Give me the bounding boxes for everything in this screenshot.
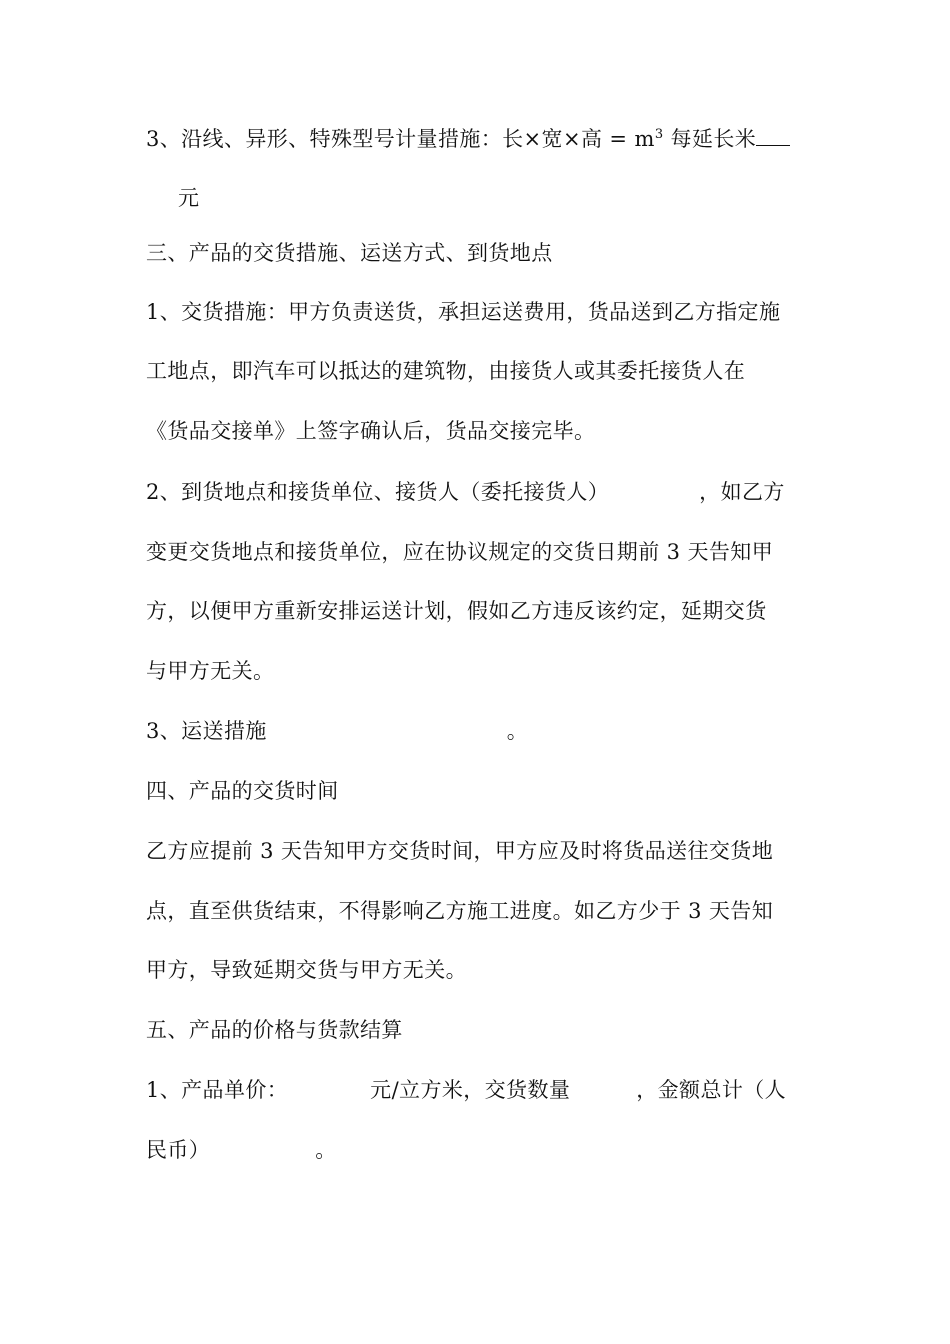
delivery-time-line-1: 乙方应提前 3 天告知甲方交货时间，甲方应及时将货品送往交货地 [146,839,774,863]
transport-clause-end: 。 [506,719,529,743]
clause-3-unit: 元 [178,186,200,210]
delivery-time-line-2: 点，直至供货结束，不得影响乙方施工进度。如乙方少于 3 天告知 [146,899,774,923]
delivery-time-line-3: 甲方，导致延期交货与甲方无关。 [146,958,467,982]
unit-price-label: 1、产品单价： [146,1078,289,1102]
price-clause-line-2 [146,1135,337,1165]
price-blank [756,125,790,146]
location-clause-text: 2、到货地点和接货单位、接货人（委托接货人） [146,480,610,504]
total-label: ，金额总计（人 [636,1078,787,1102]
location-clause-line-2: 变更交货地点和接货单位，应在协议规定的交货日期前 3 天告知甲 [146,540,774,564]
price-clause-end: 。 [315,1138,337,1162]
section-4-heading: 四、产品的交货时间 [146,779,339,803]
price-clause-line-1 [146,1075,786,1105]
transport-clause [146,716,528,746]
section-3-heading: 三、产品的交货措施、运送方式、到货地点 [146,241,553,265]
quantity-label: 元/立方米，交货数量 [370,1078,571,1102]
transport-clause-text: 3、运送措施 [146,719,267,743]
clause-3-text: 3、沿线、异形、特殊型号计量措施：长×宽×高 = m [146,127,655,151]
clause-3-measurement [146,124,790,154]
cubic-superscript: 3 [654,127,664,142]
location-clause-line-3: 方，以便甲方重新安排运送计划，假如乙方违反该约定，延期交货 [146,599,767,623]
clause-3-tail: 每延长米 [663,127,757,151]
location-clause-line-4: 与甲方无关。 [146,659,275,683]
delivery-clause-line-1: 1、交货措施：甲方负责送货，承担运送费用，货品送到乙方指定施 [146,300,781,324]
location-clause-tail: ，如乙方 [699,480,785,504]
section-5-heading: 五、产品的价格与货款结算 [146,1018,403,1042]
delivery-clause-line-3: 《货品交接单》上签字确认后，货品交接完毕。 [146,419,596,443]
currency-label: 民币） [146,1138,211,1162]
location-clause-line-1 [146,477,785,507]
delivery-clause-line-2: 工地点，即汽车可以抵达的建筑物，由接货人或其委托接货人在 [146,359,746,383]
